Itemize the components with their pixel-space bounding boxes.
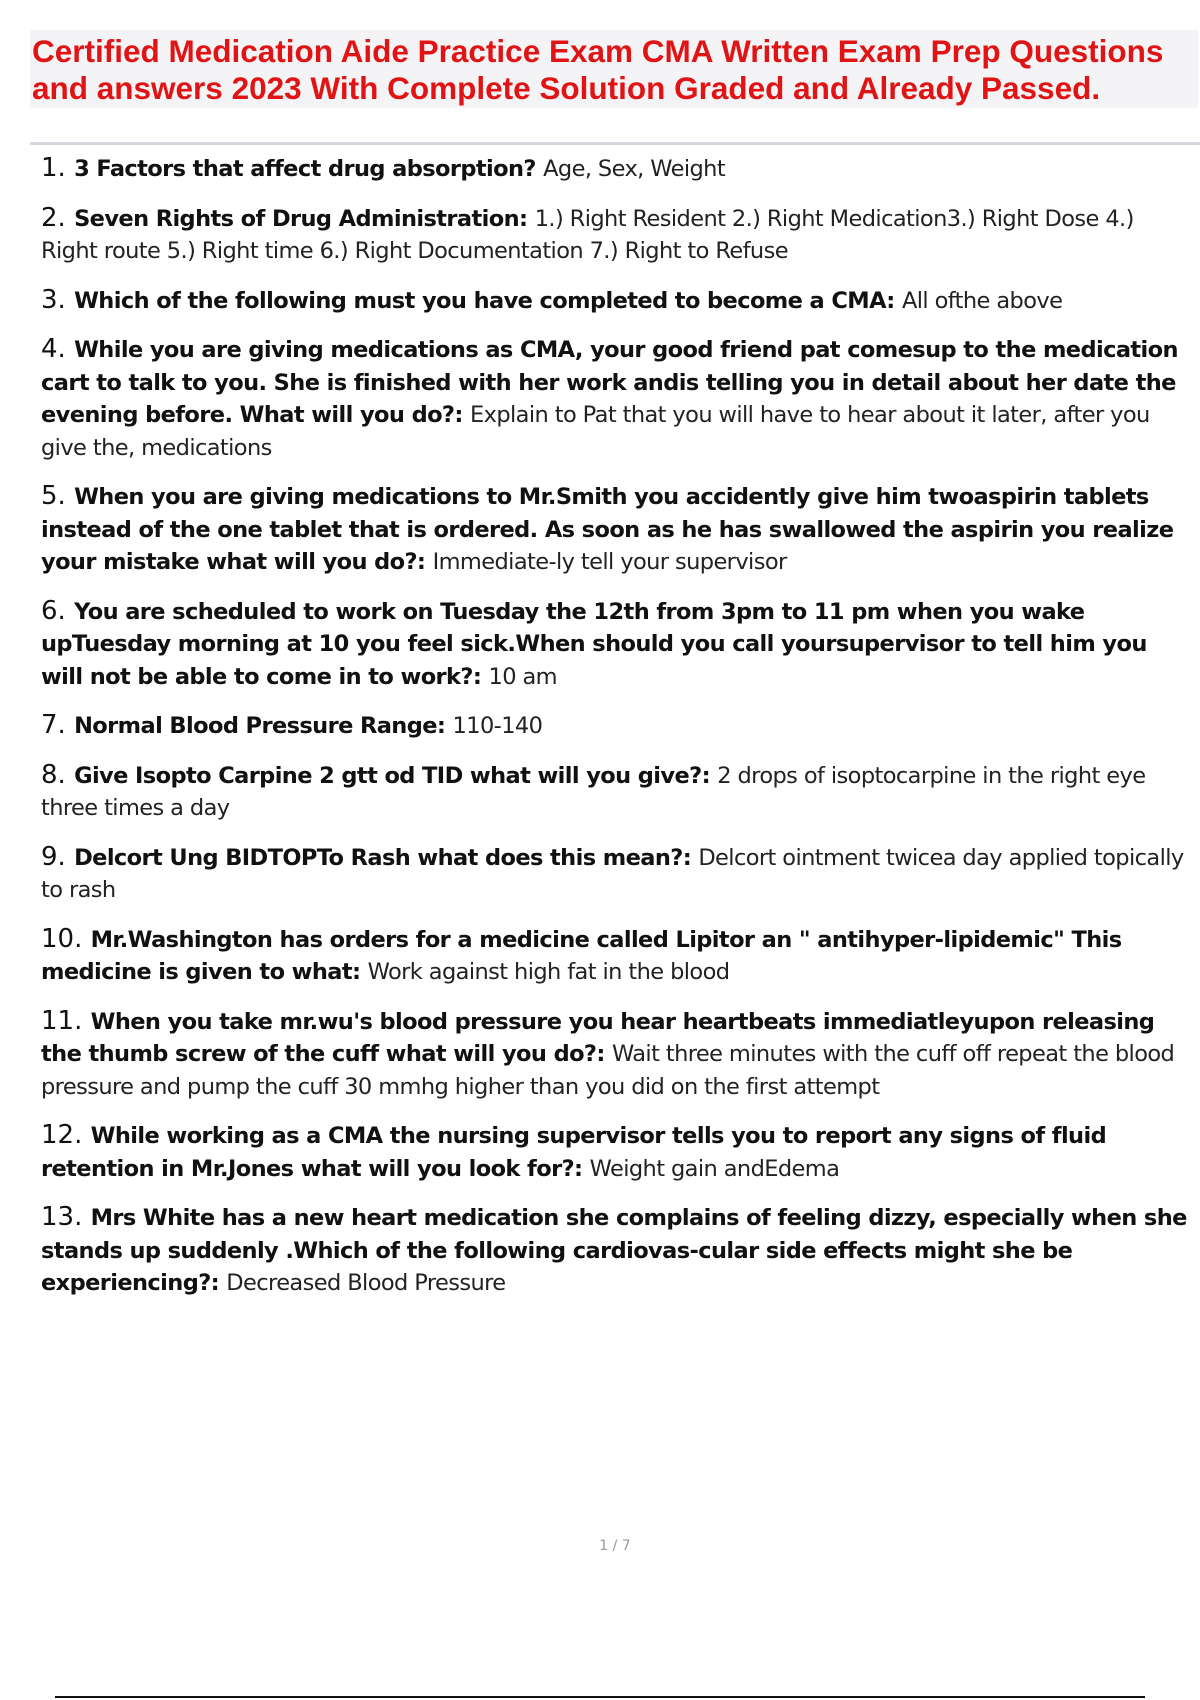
- question-item-10: [41, 923, 1191, 989]
- question-text: Which of the following must you have completed to become a CMA:: [74, 287, 902, 314]
- answer-text: Age, Sex, Weight: [543, 156, 726, 182]
- question-list: [41, 152, 1191, 1316]
- answer-text: Work against high fat in the blood: [367, 959, 730, 985]
- question-item-5: [41, 480, 1191, 579]
- question-number: 11.: [41, 1005, 91, 1036]
- question-text: 3 Factors that affect drug absorption?: [74, 156, 544, 182]
- question-number: 2.: [41, 202, 75, 233]
- question-text: Mrs White has a new heart medication she complains of feeling dizzy, especially when she stands up suddenly .Which of the following cardiovas-cular side effects might she be experiencing?:: [41, 1205, 1187, 1296]
- question-text: When you are giving medications to Mr.Smith you accidently give him twoaspirin tablets instead of the one tablet that is ordered. As soon as he has swallowed the aspirin you realize your mistake what will you do?:: [41, 484, 1174, 575]
- answer-text: 1.) Right Resident 2.) Right Medication3.) Right Dose 4.) Right route 5.) Right time 6.) Right Documentation 7.) Right to Refuse: [41, 205, 1134, 264]
- question-item-4: [41, 333, 1191, 464]
- question-item-9: [41, 841, 1191, 907]
- question-number: 10.: [41, 923, 91, 954]
- question-text: Give Isopto Carpine 2 gtt od TID what will you give?:: [74, 762, 718, 789]
- question-number: 13.: [41, 1202, 91, 1232]
- question-item-7: [41, 709, 1191, 743]
- question-number: 4.: [41, 334, 75, 364]
- question-number: 12.: [41, 1120, 91, 1150]
- question-text: Normal Blood Pressure Range:: [74, 713, 453, 739]
- question-number: 3.: [41, 284, 75, 315]
- question-text: Mr.Washington has orders for a medicine called Lipitor an " antihyper-lipidemic" This medicine is given to what:: [41, 926, 1122, 985]
- question-number: 7.: [41, 710, 75, 740]
- question-number: 6.: [41, 595, 75, 626]
- answer-text: Wait three minutes with the cuff off repeat the blood pressure and pump the cuff 30 mmhg higher than you did on the first attempt: [41, 1041, 1175, 1100]
- question-item-8: [41, 759, 1191, 825]
- question-number: 9.: [41, 841, 75, 872]
- question-item-12: [41, 1119, 1191, 1185]
- question-number: 5.: [41, 481, 75, 511]
- answer-text: Immediate-ly tell your supervisor: [432, 549, 787, 575]
- answer-text: 10 am: [488, 663, 557, 690]
- question-item-11: [41, 1005, 1191, 1104]
- question-text: While working as a CMA the nursing supervisor tells you to report any signs of fluid retention in Mr.Jones what will you look for?:: [41, 1123, 1107, 1182]
- answer-text: All ofthe above: [901, 287, 1063, 314]
- question-item-13: [41, 1201, 1191, 1300]
- answer-text: Delcort ointment twicea day applied topically to rash: [41, 844, 1184, 903]
- question-text: When you take mr.wu's blood pressure you hear heartbeats immediatleyupon releasing the thumb screw of the cuff what will you do?:: [41, 1008, 1155, 1067]
- question-item-1: [41, 152, 1191, 186]
- footer-divider: [55, 1696, 1145, 1698]
- page-indicator: 1 / 7: [599, 1538, 631, 1554]
- document-title-line-1: Certified Medication Aide Practice Exam CMA Written Exam Prep Questions: [32, 33, 1164, 69]
- question-number: 8.: [41, 759, 75, 790]
- question-item-3: [41, 284, 1191, 318]
- answer-text: 2 drops of isoptocarpine in the right eye three times a day: [41, 762, 1146, 821]
- question-text: You are scheduled to work on Tuesday the 12th from 3pm to 11 pm when you wake upTuesday morning at 10 you feel sick.When should you call yoursupervisor to tell him you will not be able to come in to work?:: [41, 598, 1147, 690]
- title-divider: [30, 142, 1200, 145]
- answer-text: Weight gain andEdema: [589, 1155, 840, 1182]
- document-title-line-2: and answers 2023 With Complete Solution Graded and Already Passed.: [32, 70, 1101, 106]
- answer-text: Explain to Pat that you will have to hear about it later, after you give the, medications: [41, 402, 1150, 461]
- question-item-6: [41, 595, 1191, 694]
- question-text: Seven Rights of Drug Administration:: [74, 205, 535, 232]
- document-title-band: [30, 30, 1198, 108]
- question-text: While you are giving medications as CMA, your good friend pat comesup to the medication cart to talk to you. She is finished with her work andis telling you in detail about her date the evening before. What will you do?:: [41, 337, 1178, 428]
- question-item-2: [41, 202, 1191, 268]
- question-text: Delcort Ung BIDTOPTo Rash what does this mean?:: [74, 844, 699, 871]
- question-number: 1.: [41, 153, 75, 183]
- answer-text: Decreased Blood Pressure: [226, 1270, 506, 1296]
- answer-text: 110-140: [452, 713, 543, 739]
